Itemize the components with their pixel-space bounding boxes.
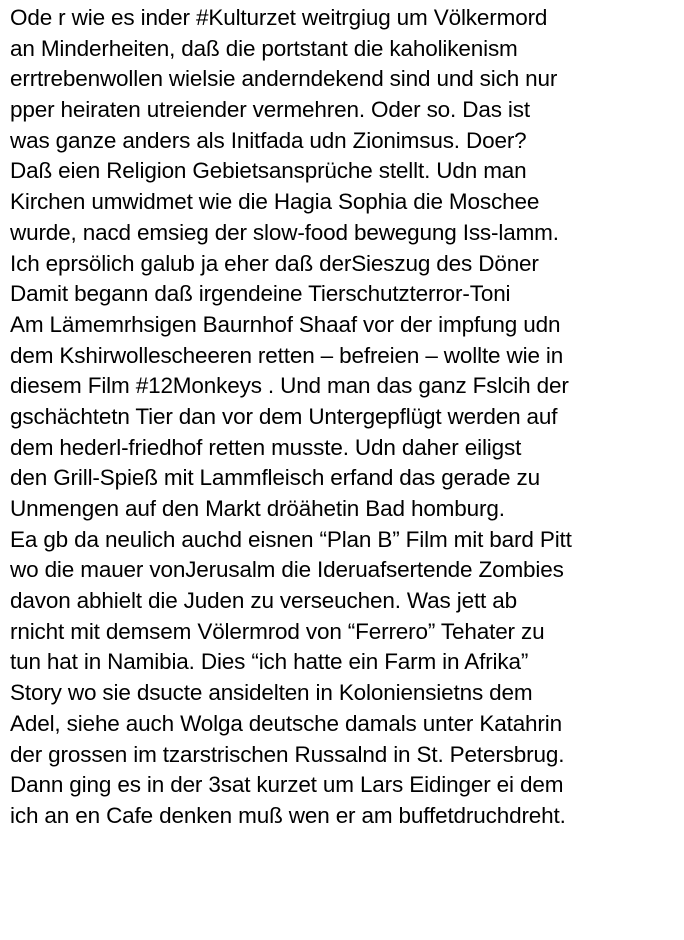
text-line-17: Unmengen auf den Markt dröähetin Bad homburg.: [10, 496, 505, 521]
text-line-8: wurde, nacd emsieg der slow-food bewegung Iss-lamm.: [10, 219, 559, 245]
text-line-4: pper heiraten utreiender vermehren. Oder so. Das ist: [10, 97, 530, 123]
text-line-16: den Grill-Spieß mit Lammfleisch erfand das gerade zu: [10, 465, 540, 491]
text-line-9: Ich eprsölich galub ja eher daß derSieszug des Döner: [10, 250, 539, 276]
text-line-2: an Minderheiten, daß die portstant die kaholikenism: [10, 35, 518, 61]
text-line-20: davon abhielt die Juden zu verseuchen. Was jett ab: [10, 588, 517, 614]
text-line-22: tun hat in Namibia. Dies “ich hatte ein Farm in Afrika”: [10, 649, 529, 675]
text-line-18: Ea gb da neulich auchd eisnen “Plan B” Film mit bard Pitt: [10, 526, 572, 552]
text-line-23: Story wo sie dsucte ansidelten in Koloniensietns dem: [10, 680, 533, 706]
text-line-26: Dann ging es in der 3sat kurzet um Lars Eidinger ei dem: [10, 772, 564, 798]
text-line-15: dem hederl-friedhof retten musste. Udn daher eiligst: [10, 434, 522, 460]
text-line-12: dem Kshirwollescheeren retten – befreien – wollte wie in: [10, 342, 564, 368]
text-line-25: der grossen im tzarstrischen Russalnd in St. Petersbrug.: [10, 741, 565, 767]
text-line-6: Daß eien Religion Gebietsansprüche stellt. Udn man: [10, 158, 527, 184]
text-line-7: Kirchen umwidmet wie die Hagia Sophia die Moschee: [10, 189, 540, 215]
text-line-5: was ganze anders als Initfada udn Zionimsus. Doer?: [10, 127, 527, 153]
text-line-19: wo die mauer vonJerusalm die Ideruafsertende Zombies: [10, 557, 564, 583]
text-line-3: errtrebenwollen wielsie anderndekend sind und sich nur: [10, 66, 558, 92]
text-line-11: Am Lämemrhsigen Baurnhof Shaaf vor der impfung udn: [10, 311, 561, 337]
text-line-21: rnicht mit demsem Völermrod von “Ferrero” Tehater zu: [10, 618, 545, 644]
text-line-10: Damit begann daß irgendeine Tierschutzterror-Toni: [10, 281, 511, 307]
document-body: [10, 3, 682, 832]
text-line-13: diesem Film #12Monkeys . Und man das ganz Fslcih der: [10, 373, 569, 399]
text-line-27: ich an en Cafe denken muß wen er am buffetdruchdreht.: [10, 802, 566, 828]
text-line-1: Ode r wie es inder #Kulturzet weitrgiug um Völkermord: [10, 5, 548, 30]
text-line-14: gschächtetn Tier dan vor dem Untergepflügt werden auf: [10, 403, 558, 429]
text-line-24: Adel, siehe auch Wolga deutsche damals unter Katahrin: [10, 710, 562, 736]
